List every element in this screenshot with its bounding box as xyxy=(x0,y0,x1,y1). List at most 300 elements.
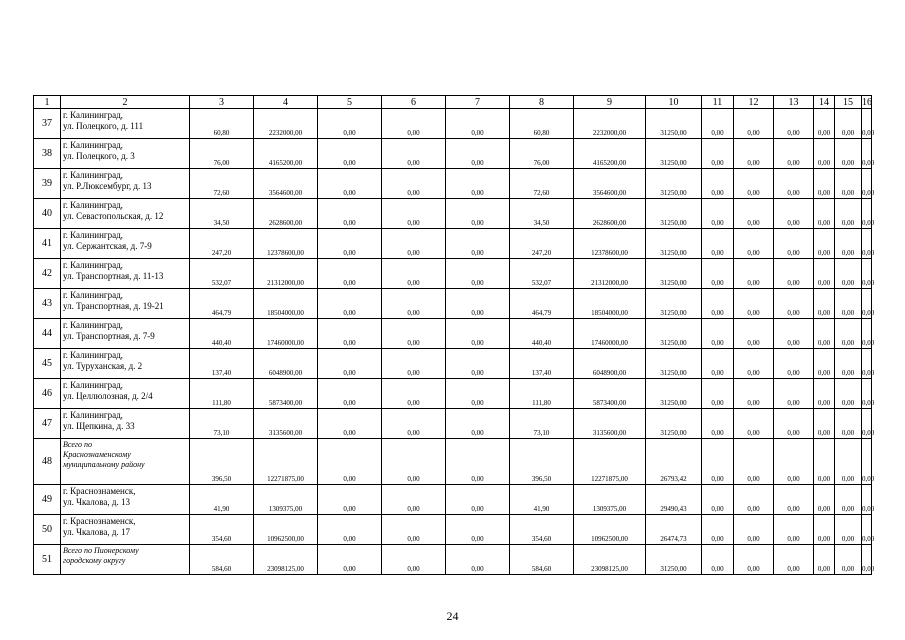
value-cell: 0,00 xyxy=(814,259,835,289)
value-cell: 354,60 xyxy=(510,515,574,545)
address-cell xyxy=(61,485,190,515)
address-cell xyxy=(61,109,190,139)
value-cell: 0,00 xyxy=(446,485,510,515)
value-cell: 76,00 xyxy=(190,139,254,169)
value-cell: 0,00 xyxy=(862,109,872,139)
value-cell: 0,00 xyxy=(835,439,862,485)
value-cell: 0,00 xyxy=(862,485,872,515)
value-cell: 247,20 xyxy=(510,229,574,259)
address-line: г. Краснознаменск, xyxy=(63,486,136,496)
value-cell: 0,00 xyxy=(835,289,862,319)
value-cell: 6048900,00 xyxy=(574,349,646,379)
value-cell: 34,50 xyxy=(190,199,254,229)
value-cell: 0,00 xyxy=(446,349,510,379)
address-line: Краснознаменскому xyxy=(63,450,131,459)
address-cell xyxy=(61,289,190,319)
value-cell: 0,00 xyxy=(382,409,446,439)
value-cell: 0,00 xyxy=(835,349,862,379)
value-cell: 0,00 xyxy=(774,515,814,545)
value-cell: 31250,00 xyxy=(646,229,702,259)
value-cell: 0,00 xyxy=(835,199,862,229)
value-cell: 584,60 xyxy=(510,545,574,575)
value-cell: 5873400,00 xyxy=(254,379,318,409)
address-cell xyxy=(61,199,190,229)
table-row xyxy=(34,139,872,169)
value-cell: 31250,00 xyxy=(646,169,702,199)
address-line: ул. Сержантская, д. 7-9 xyxy=(63,241,152,251)
value-cell: 0,00 xyxy=(318,229,382,259)
value-cell: 0,00 xyxy=(774,199,814,229)
value-cell: 0,00 xyxy=(774,319,814,349)
value-cell: 26793,42 xyxy=(646,439,702,485)
value-cell: 0,00 xyxy=(814,349,835,379)
value-cell: 31250,00 xyxy=(646,349,702,379)
value-cell: 0,00 xyxy=(446,109,510,139)
row-number-cell: 51 xyxy=(34,545,61,575)
value-cell: 0,00 xyxy=(774,485,814,515)
value-cell: 0,00 xyxy=(446,439,510,485)
address-line: г. Калининград, xyxy=(63,260,123,270)
data-table xyxy=(33,95,875,575)
value-cell: 396,50 xyxy=(510,439,574,485)
row-number-cell: 42 xyxy=(34,259,61,289)
value-cell: 0,00 xyxy=(702,139,734,169)
address-line: г. Калининград, xyxy=(63,230,123,240)
value-cell: 31250,00 xyxy=(646,379,702,409)
value-cell: 0,00 xyxy=(835,485,862,515)
value-cell: 0,00 xyxy=(382,439,446,485)
table-row xyxy=(34,485,872,515)
column-header: 10 xyxy=(646,96,702,109)
value-cell: 0,00 xyxy=(734,199,774,229)
value-cell: 0,00 xyxy=(774,289,814,319)
table-row xyxy=(34,379,872,409)
value-cell: 0,00 xyxy=(318,259,382,289)
address-cell xyxy=(61,379,190,409)
value-cell: 0,00 xyxy=(382,379,446,409)
column-header: 4 xyxy=(254,96,318,109)
row-number-cell: 47 xyxy=(34,409,61,439)
value-cell: 31250,00 xyxy=(646,139,702,169)
address-cell xyxy=(61,409,190,439)
value-cell: 17460000,00 xyxy=(254,319,318,349)
value-cell: 60,80 xyxy=(510,109,574,139)
value-cell: 137,40 xyxy=(510,349,574,379)
address-line: ул. Целлюлозная, д. 2/4 xyxy=(63,391,153,401)
address-line: ул. Чкалова, д. 13 xyxy=(63,497,130,507)
value-cell: 2628600,00 xyxy=(254,199,318,229)
value-cell: 532,07 xyxy=(190,259,254,289)
value-cell: 0,00 xyxy=(446,229,510,259)
address-line: ул. Полецкого, д. 3 xyxy=(63,151,135,161)
value-cell: 0,00 xyxy=(814,409,835,439)
address-line: г. Калининград, xyxy=(63,200,123,210)
value-cell: 0,00 xyxy=(734,349,774,379)
column-header: 9 xyxy=(574,96,646,109)
address-cell xyxy=(61,139,190,169)
value-cell: 12271875,00 xyxy=(574,439,646,485)
value-cell: 0,00 xyxy=(382,319,446,349)
address-line: г. Калининград, xyxy=(63,290,123,300)
column-header: 16 xyxy=(862,96,872,108)
value-cell: 354,60 xyxy=(190,515,254,545)
table-row xyxy=(34,545,872,575)
header-row xyxy=(34,96,872,109)
row-number-cell: 40 xyxy=(34,199,61,229)
value-cell: 41,90 xyxy=(190,485,254,515)
address-cell xyxy=(61,169,190,199)
value-cell: 0,00 xyxy=(702,439,734,485)
value-cell: 0,00 xyxy=(862,199,872,229)
value-cell: 17460000,00 xyxy=(574,319,646,349)
value-cell: 0,00 xyxy=(835,139,862,169)
value-cell: 0,00 xyxy=(814,379,835,409)
table-row xyxy=(34,259,872,289)
subtotal-label-cell xyxy=(61,439,190,485)
value-cell: 0,00 xyxy=(734,289,774,319)
table-body xyxy=(34,109,875,575)
row-number-cell: 38 xyxy=(34,139,61,169)
value-cell: 0,00 xyxy=(734,139,774,169)
column-header: 11 xyxy=(702,96,734,109)
value-cell: 0,00 xyxy=(382,199,446,229)
address-line: г. Краснознаменск, xyxy=(63,516,136,526)
value-cell: 0,00 xyxy=(774,545,814,575)
value-cell: 73,10 xyxy=(510,409,574,439)
address-line: г. Калининград, xyxy=(63,140,123,150)
value-cell: 0,00 xyxy=(835,409,862,439)
value-cell: 0,00 xyxy=(382,289,446,319)
value-cell: 0,00 xyxy=(702,409,734,439)
value-cell: 31250,00 xyxy=(646,545,702,575)
value-cell: 0,00 xyxy=(862,169,872,199)
value-cell: 0,00 xyxy=(862,515,872,545)
value-cell: 0,00 xyxy=(814,199,835,229)
value-cell: 3564600,00 xyxy=(574,169,646,199)
value-cell: 0,00 xyxy=(318,319,382,349)
value-cell: 440,40 xyxy=(190,319,254,349)
value-cell: 0,00 xyxy=(446,139,510,169)
value-cell: 31250,00 xyxy=(646,259,702,289)
value-cell: 0,00 xyxy=(774,349,814,379)
row-number-cell: 46 xyxy=(34,379,61,409)
value-cell: 0,00 xyxy=(862,319,872,349)
value-cell: 34,50 xyxy=(510,199,574,229)
value-cell: 31250,00 xyxy=(646,319,702,349)
value-cell: 0,00 xyxy=(862,139,872,169)
value-cell: 29490,43 xyxy=(646,485,702,515)
row-number-cell: 37 xyxy=(34,109,61,139)
value-cell: 0,00 xyxy=(318,545,382,575)
value-cell: 23098125,00 xyxy=(254,545,318,575)
value-cell: 0,00 xyxy=(446,169,510,199)
value-cell: 0,00 xyxy=(734,169,774,199)
value-cell: 0,00 xyxy=(774,139,814,169)
column-header: 3 xyxy=(190,96,254,109)
value-cell: 0,00 xyxy=(734,439,774,485)
value-cell: 0,00 xyxy=(814,289,835,319)
row-number-cell: 49 xyxy=(34,485,61,515)
table-row xyxy=(34,109,872,139)
value-cell: 0,00 xyxy=(382,545,446,575)
value-cell: 0,00 xyxy=(862,229,872,259)
value-cell: 41,90 xyxy=(510,485,574,515)
value-cell: 0,00 xyxy=(702,109,734,139)
table-row xyxy=(34,229,872,259)
value-cell: 0,00 xyxy=(814,229,835,259)
value-cell: 0,00 xyxy=(774,409,814,439)
value-cell: 0,00 xyxy=(446,319,510,349)
value-cell: 0,00 xyxy=(702,379,734,409)
value-cell: 0,00 xyxy=(382,259,446,289)
address-line: г. Калининград, xyxy=(63,170,123,180)
table-row xyxy=(34,439,872,485)
value-cell: 0,00 xyxy=(774,439,814,485)
table-row xyxy=(34,349,872,379)
value-cell: 0,00 xyxy=(702,199,734,229)
value-cell: 0,00 xyxy=(702,485,734,515)
value-cell: 0,00 xyxy=(702,319,734,349)
value-cell: 440,40 xyxy=(510,319,574,349)
value-cell: 0,00 xyxy=(446,259,510,289)
value-cell: 584,60 xyxy=(190,545,254,575)
value-cell: 21312000,00 xyxy=(574,259,646,289)
value-cell: 0,00 xyxy=(318,379,382,409)
value-cell: 0,00 xyxy=(318,139,382,169)
value-cell: 0,00 xyxy=(814,169,835,199)
address-line: ул. Севастопольская, д. 12 xyxy=(63,211,164,221)
row-number-cell: 48 xyxy=(34,439,61,485)
value-cell: 0,00 xyxy=(835,229,862,259)
value-cell: 0,00 xyxy=(814,109,835,139)
row-number-cell: 44 xyxy=(34,319,61,349)
value-cell: 0,00 xyxy=(734,409,774,439)
column-header: 7 xyxy=(446,96,510,109)
value-cell: 0,00 xyxy=(318,169,382,199)
column-header: 15 xyxy=(835,96,862,109)
address-line: г. Калининград, xyxy=(63,110,123,120)
value-cell: 0,00 xyxy=(862,259,872,289)
value-cell: 0,00 xyxy=(862,439,872,485)
value-cell: 10962500,00 xyxy=(254,515,318,545)
value-cell: 0,00 xyxy=(814,485,835,515)
value-cell: 0,00 xyxy=(774,259,814,289)
value-cell: 0,00 xyxy=(318,439,382,485)
value-cell: 0,00 xyxy=(702,545,734,575)
row-number-cell: 43 xyxy=(34,289,61,319)
value-cell: 0,00 xyxy=(734,379,774,409)
address-cell xyxy=(61,515,190,545)
table-row xyxy=(34,289,872,319)
address-line: г. Калининград, xyxy=(63,320,123,330)
value-cell: 0,00 xyxy=(862,545,872,575)
value-cell: 0,00 xyxy=(382,229,446,259)
row-number-cell: 45 xyxy=(34,349,61,379)
value-cell: 31250,00 xyxy=(646,409,702,439)
column-header: 6 xyxy=(382,96,446,109)
address-line: г. Калининград, xyxy=(63,380,123,390)
address-cell xyxy=(61,319,190,349)
table-row xyxy=(34,319,872,349)
value-cell: 0,00 xyxy=(774,379,814,409)
value-cell: 0,00 xyxy=(382,485,446,515)
value-cell: 0,00 xyxy=(814,139,835,169)
value-cell: 4165200,00 xyxy=(574,139,646,169)
value-cell: 2628600,00 xyxy=(574,199,646,229)
value-cell: 73,10 xyxy=(190,409,254,439)
value-cell: 31250,00 xyxy=(646,289,702,319)
value-cell: 0,00 xyxy=(862,289,872,319)
value-cell: 3135600,00 xyxy=(254,409,318,439)
page-number: 24 xyxy=(446,609,459,623)
column-header: 1 xyxy=(34,96,61,109)
column-header: 2 xyxy=(61,96,190,109)
value-cell: 0,00 xyxy=(862,379,872,409)
row-number-cell: 39 xyxy=(34,169,61,199)
value-cell: 0,00 xyxy=(734,109,774,139)
value-cell: 0,00 xyxy=(835,169,862,199)
value-cell: 60,80 xyxy=(190,109,254,139)
value-cell: 0,00 xyxy=(774,229,814,259)
value-cell: 76,00 xyxy=(510,139,574,169)
value-cell: 464,79 xyxy=(190,289,254,319)
address-cell xyxy=(61,259,190,289)
row-number-cell: 41 xyxy=(34,229,61,259)
value-cell: 0,00 xyxy=(382,109,446,139)
address-line: ул. Транспортная, д. 7-9 xyxy=(63,331,155,341)
value-cell: 0,00 xyxy=(446,545,510,575)
table-row xyxy=(34,169,872,199)
address-line: г. Калининград, xyxy=(63,350,123,360)
value-cell: 0,00 xyxy=(814,439,835,485)
value-cell: 1309375,00 xyxy=(574,485,646,515)
value-cell: 464,79 xyxy=(510,289,574,319)
value-cell: 2232000,00 xyxy=(254,109,318,139)
address-line: ул. Туруханская, д. 2 xyxy=(63,361,143,371)
value-cell: 0,00 xyxy=(835,515,862,545)
value-cell: 137,40 xyxy=(190,349,254,379)
value-cell: 0,00 xyxy=(318,199,382,229)
value-cell: 0,00 xyxy=(446,289,510,319)
value-cell: 0,00 xyxy=(835,109,862,139)
table-row xyxy=(34,409,872,439)
value-cell: 111,80 xyxy=(190,379,254,409)
column-header: 14 xyxy=(814,96,835,109)
value-cell: 6048900,00 xyxy=(254,349,318,379)
value-cell: 0,00 xyxy=(382,169,446,199)
value-cell: 0,00 xyxy=(702,229,734,259)
value-cell: 0,00 xyxy=(318,349,382,379)
value-cell: 0,00 xyxy=(734,485,774,515)
value-cell: 12378600,00 xyxy=(254,229,318,259)
table-row xyxy=(34,199,872,229)
value-cell: 10962500,00 xyxy=(574,515,646,545)
address-line: ул. Щепкина, д. 33 xyxy=(63,421,135,431)
address-line: Всего по xyxy=(63,440,93,449)
value-cell: 0,00 xyxy=(835,259,862,289)
value-cell: 0,00 xyxy=(835,545,862,575)
address-line: г. Калининград, xyxy=(63,410,123,420)
value-cell: 0,00 xyxy=(814,515,835,545)
column-header: 13 xyxy=(774,96,814,109)
address-line: ул. Р.Люксембург, д. 13 xyxy=(63,181,152,191)
value-cell: 0,00 xyxy=(446,379,510,409)
column-header: 12 xyxy=(734,96,774,109)
value-cell: 0,00 xyxy=(702,349,734,379)
value-cell: 0,00 xyxy=(318,109,382,139)
table-row xyxy=(34,515,872,545)
value-cell: 0,00 xyxy=(382,515,446,545)
value-cell: 21312000,00 xyxy=(254,259,318,289)
value-cell: 31250,00 xyxy=(646,199,702,229)
row-number-cell: 50 xyxy=(34,515,61,545)
address-line: городскому округу xyxy=(63,556,126,565)
value-cell: 0,00 xyxy=(446,409,510,439)
value-cell: 2232000,00 xyxy=(574,109,646,139)
column-header: 8 xyxy=(510,96,574,109)
value-cell: 0,00 xyxy=(774,169,814,199)
value-cell: 0,00 xyxy=(774,109,814,139)
value-cell: 0,00 xyxy=(702,289,734,319)
address-line: ул. Чкалова, д. 17 xyxy=(63,527,130,537)
column-header: 5 xyxy=(318,96,382,109)
value-cell: 12271875,00 xyxy=(254,439,318,485)
value-cell: 0,00 xyxy=(446,515,510,545)
value-cell: 0,00 xyxy=(814,319,835,349)
value-cell: 0,00 xyxy=(446,199,510,229)
value-cell: 12378600,00 xyxy=(574,229,646,259)
value-cell: 3564600,00 xyxy=(254,169,318,199)
address-line: ул. Полецкого, д. 111 xyxy=(63,121,144,131)
value-cell: 23098125,00 xyxy=(574,545,646,575)
value-cell: 0,00 xyxy=(734,515,774,545)
value-cell: 18504000,00 xyxy=(574,289,646,319)
value-cell: 0,00 xyxy=(702,169,734,199)
value-cell: 3135600,00 xyxy=(574,409,646,439)
address-line: муниципальному району xyxy=(63,460,145,469)
value-cell: 0,00 xyxy=(734,229,774,259)
value-cell: 0,00 xyxy=(862,409,872,439)
value-cell: 0,00 xyxy=(862,349,872,379)
subtotal-label-cell xyxy=(61,545,190,575)
address-line: ул. Транспортная, д. 19-21 xyxy=(63,301,164,311)
value-cell: 0,00 xyxy=(835,319,862,349)
value-cell: 0,00 xyxy=(318,409,382,439)
value-cell: 31250,00 xyxy=(646,109,702,139)
value-cell: 0,00 xyxy=(734,319,774,349)
value-cell: 72,60 xyxy=(510,169,574,199)
value-cell: 18504000,00 xyxy=(254,289,318,319)
value-cell: 0,00 xyxy=(382,349,446,379)
value-cell: 0,00 xyxy=(702,515,734,545)
value-cell: 532,07 xyxy=(510,259,574,289)
value-cell: 72,60 xyxy=(190,169,254,199)
value-cell: 0,00 xyxy=(734,545,774,575)
address-cell xyxy=(61,349,190,379)
address-line: Всего по Пионерскому xyxy=(63,546,139,555)
value-cell: 0,00 xyxy=(318,485,382,515)
value-cell: 0,00 xyxy=(382,139,446,169)
value-cell: 0,00 xyxy=(318,515,382,545)
value-cell: 5873400,00 xyxy=(574,379,646,409)
value-cell: 4165200,00 xyxy=(254,139,318,169)
value-cell: 0,00 xyxy=(814,545,835,575)
value-cell: 0,00 xyxy=(734,259,774,289)
value-cell: 1309375,00 xyxy=(254,485,318,515)
value-cell: 0,00 xyxy=(835,379,862,409)
value-cell: 111,80 xyxy=(510,379,574,409)
value-cell: 396,50 xyxy=(190,439,254,485)
